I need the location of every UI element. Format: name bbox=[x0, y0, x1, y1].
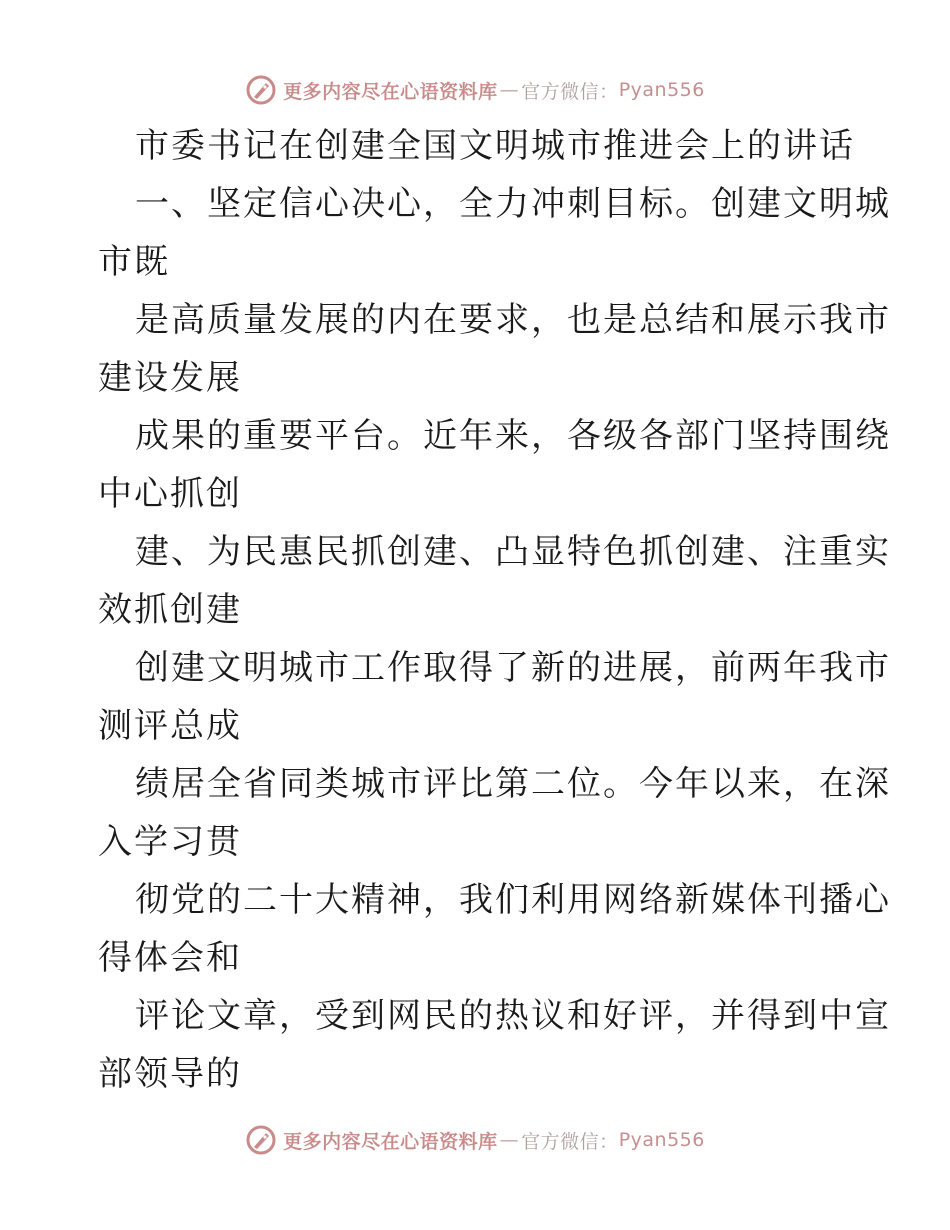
text-line: 建、为民惠民抓创建、凸显特色抓创建、注重实 bbox=[135, 532, 891, 572]
document-body bbox=[98, 117, 891, 1103]
text-line: 中心抓创 bbox=[98, 474, 242, 514]
text-line: 成果的重要平台。近年来，各级各部门坚持围绕 bbox=[135, 416, 891, 456]
watermark-label: 官方微信： bbox=[521, 80, 619, 103]
text-line: 评论文章，受到网民的热议和好评，并得到中宣 bbox=[135, 996, 891, 1036]
text-line: 部领导的 bbox=[98, 1054, 242, 1094]
watermark-brand: 更多内容尽在心语资料库 bbox=[283, 80, 498, 103]
watermark-label: 官方微信： bbox=[521, 1130, 619, 1153]
text-line: 是高质量发展的内在要求，也是总结和展示我市 bbox=[135, 300, 891, 340]
text-line: 绩居全省同类城市评比第二位。今年以来，在深 bbox=[135, 764, 891, 804]
watermark-wechat-id: Pyan556 bbox=[618, 1129, 705, 1151]
text-line: 一、坚定信心决心，全力冲刺目标。创建文明城 bbox=[135, 184, 891, 224]
text-line: 市既 bbox=[98, 242, 170, 282]
text-line: 测评总成 bbox=[98, 706, 242, 746]
text-line: 得体会和 bbox=[98, 938, 242, 978]
watermark-dash: — bbox=[499, 79, 520, 101]
text-line: 创建文明城市工作取得了新的进展，前两年我市 bbox=[135, 648, 891, 688]
text-line: 市委书记在创建全国文明城市推进会上的讲话 bbox=[135, 126, 855, 166]
text-line: 入学习贯 bbox=[98, 822, 242, 862]
pen-nib-logo-icon bbox=[245, 74, 277, 106]
text-line: 效抓创建 bbox=[98, 590, 242, 630]
text-line: 建设发展 bbox=[98, 358, 242, 398]
text-line: 彻党的二十大精神，我们利用网络新媒体刊播心 bbox=[135, 880, 891, 920]
header-watermark bbox=[0, 70, 950, 110]
watermark-wechat-id: Pyan556 bbox=[618, 79, 705, 101]
pen-nib-logo-icon bbox=[245, 1124, 277, 1156]
footer-watermark bbox=[0, 1120, 950, 1160]
watermark-brand: 更多内容尽在心语资料库 bbox=[283, 1130, 498, 1153]
watermark-dash: — bbox=[499, 1129, 520, 1151]
